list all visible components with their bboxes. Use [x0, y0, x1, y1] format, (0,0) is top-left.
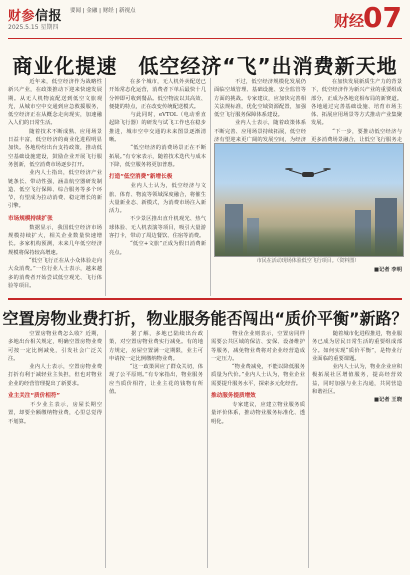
paragraph: 空置房物业费怎么收？近期，多地出台相关规定，明确空置房物业费可按一定比例减免，引发社会广泛关注。: [8, 331, 102, 362]
paragraph: 随着城市化进程推进，物业服务已成为居民日常生活的重要组成部分。如何实现“质价平衡”，是物业行业面临的重要课题。: [312, 331, 402, 362]
article2-col2: [109, 330, 203, 568]
column-divider: [105, 330, 106, 568]
paragraph: 随着技术不断成熟、应用场景日益丰富，低空经济的商业化进程明显加快。各地纷纷出台支持政策，推动低空基础设施建设，鼓励企业开展飞行服务创新，低空消费市场逐步打开。: [8, 128, 102, 168]
paragraph: 物业企业则表示，空置房同样需要公共区域的保洁、安保、设备维护等服务，减免物业费将对企业经营造成一定压力。: [211, 331, 305, 362]
paragraph: “下一步，要推动低空经济与更多消费场景融合，让低空飞行服务走: [311, 128, 402, 144]
column-divider: [210, 78, 211, 296]
article2-headline: 空置房物业费打折，物业服务能否闯出“质价平衡”新路？: [2, 309, 408, 328]
column-divider: [105, 78, 106, 296]
article2-col3: [211, 330, 305, 568]
article1-headline: 商业化提速 低空经济“飞”出消费新天地: [12, 54, 398, 78]
page-number: 07: [363, 1, 402, 34]
paragraph: 专家建议，应建立物业服务质量评价体系，推动物业服务标准化、透明化。: [211, 402, 305, 425]
paragraph: 业内人士表示，随着政策体系不断完善、应用场景持续拓展，低空经济有望迎来更广阔的发展空间，为经济: [214, 120, 306, 144]
paragraph: 近年来，低空经济作为战略性新兴产业，在政策推动下迎来快速发展期。从无人机物流配送到低空文旅观光，从城市空中交通到应急救援服务，低空经济正在从概念走向现实，加速融入人们的日常生活。: [8, 79, 102, 127]
drone-icon: [285, 166, 331, 182]
paragraph: 数据显示，我国低空经济市场规模持续扩大，相关企业数量快速增长。多家机构预测，未来几年低空经济规模将保持较高增速。: [8, 224, 102, 256]
masthead: [0, 0, 410, 38]
article1-col2: [109, 78, 206, 296]
paragraph: “物业费减免，不能以降低服务质量为代价。”业内人士认为，物业企业需要提升服务水平，探索多元化经营。: [211, 364, 305, 387]
paragraph: “低空+文旅”正成为假日消费新亮点。: [109, 241, 206, 256]
paragraph: “低空飞行正在从小众体验走向大众消费。”一位行业人士表示，越来越多的消费者开始尝试低空观光、飞行体验等项目。: [8, 257, 102, 289]
article1-col3: [214, 78, 306, 144]
article1-photo: [214, 143, 404, 257]
paragraph: 不过，低空经济规模化发展仍面临空域管理、基础设施、安全监管等方面的挑战。专家建议，应加快完善相关法规标准，优化空域资源配置，加强低空飞行服务保障体系建设。: [214, 79, 306, 119]
header-rule: [8, 38, 402, 39]
article1-col1: [8, 78, 102, 296]
paragraph: 业内人士表示，空置房物业费打折有利于减轻业主负担，但也对物业企业的经营管理提出了新要求。: [8, 364, 102, 387]
paragraph: 在多个城市，无人机外卖配送已开始常态化运营，消费者下单后最快十几分钟即可收到餐品。低空物流以其高效、便捷的特点，正在改变传统配送模式。: [109, 79, 206, 110]
article1-subhead-1: 市场规模持续扩张: [8, 215, 53, 222]
logo-main: 财参: [8, 9, 36, 24]
article2-col4: [312, 330, 402, 568]
article2-subhead-2: 推动服务提质增效: [211, 393, 256, 400]
column-divider: [207, 330, 208, 568]
paragraph: 不少景区推出直升机观光、热气球体验、无人机表演等项目，吸引大量游客打卡，带动了周边餐饮、住宿等消费。: [109, 216, 206, 240]
logo-sub: 信报: [35, 9, 63, 24]
article1-subhead-2: 打造“低空消费”新增长极: [109, 174, 173, 181]
article2-subhead-1: 业主关注“质价相符”: [8, 393, 61, 400]
column-divider: [308, 330, 309, 568]
article1-col4: [311, 78, 402, 144]
paragraph: 业内人士认为，物业企业应积极拓展社区增值服务，提高经营效益，同时加强与业主沟通，共同营造和谐社区。: [312, 364, 402, 396]
paragraph: 据了解，多地已陆续出台政策，对空置房物业费实行减免。有的地方规定，房屋空置满一定期限，业主可申请按一定比例缴纳物业费。: [109, 331, 203, 362]
section-nav: 要闻 | 金融 | 财经 | 新视点: [70, 8, 136, 14]
section-title: 财经: [333, 12, 364, 30]
article2-col1: [8, 330, 102, 568]
paragraph: 与此同时，eVTOL（电动垂直起降飞行器）的研发与试飞工作也在稳步推进，城市空中交通的未来图景逐渐清晰。: [109, 112, 206, 144]
paragraph: “低空经济的消费场景正在不断拓展。”有专家表示，随着技术迭代与成本下降，低空服务将更加普惠。: [109, 145, 206, 168]
issue-date: 2025.5.15 星期四: [8, 24, 59, 31]
paragraph: 不少业主表示，房屋长期空置，却要全额缴纳物业费，心里总觉得不划算。: [8, 402, 102, 425]
article1-byline: ■记者 李明: [373, 267, 402, 273]
article1-byline-box: [214, 266, 402, 296]
article2-byline: ■记者 王晓: [373, 397, 402, 404]
photo-caption: 市民在活动现场体验低空飞行项目。（资料图）: [256, 258, 360, 264]
paragraph: 业内人士指出，低空经济产业链条长、带动性强，涵盖航空器研发制造、低空飞行保障、综合服务等多个环节，有望成为拉动消费、稳定增长的新引擎。: [8, 170, 102, 210]
paragraph: 在加快发展新质生产力的背景下，低空经济作为新兴产业的重要组成部分，正成为各地竞相布局的新赛道。各地通过完善基础设施、培育市场主体、拓展应用场景等方式推动产业集聚发展。: [311, 79, 402, 127]
article-separator: [8, 298, 402, 300]
paragraph: 业内人士认为，低空经济与文旅、体育、物流等领域深度融合，将催生大量新业态、新模式，为消费市场注入新活力。: [109, 183, 206, 215]
paragraph: “这一政策回应了群众关切，体现了公平原则。”有专家指出，物业服务应当质价相符，让业主花的钱物有所值。: [109, 364, 203, 396]
